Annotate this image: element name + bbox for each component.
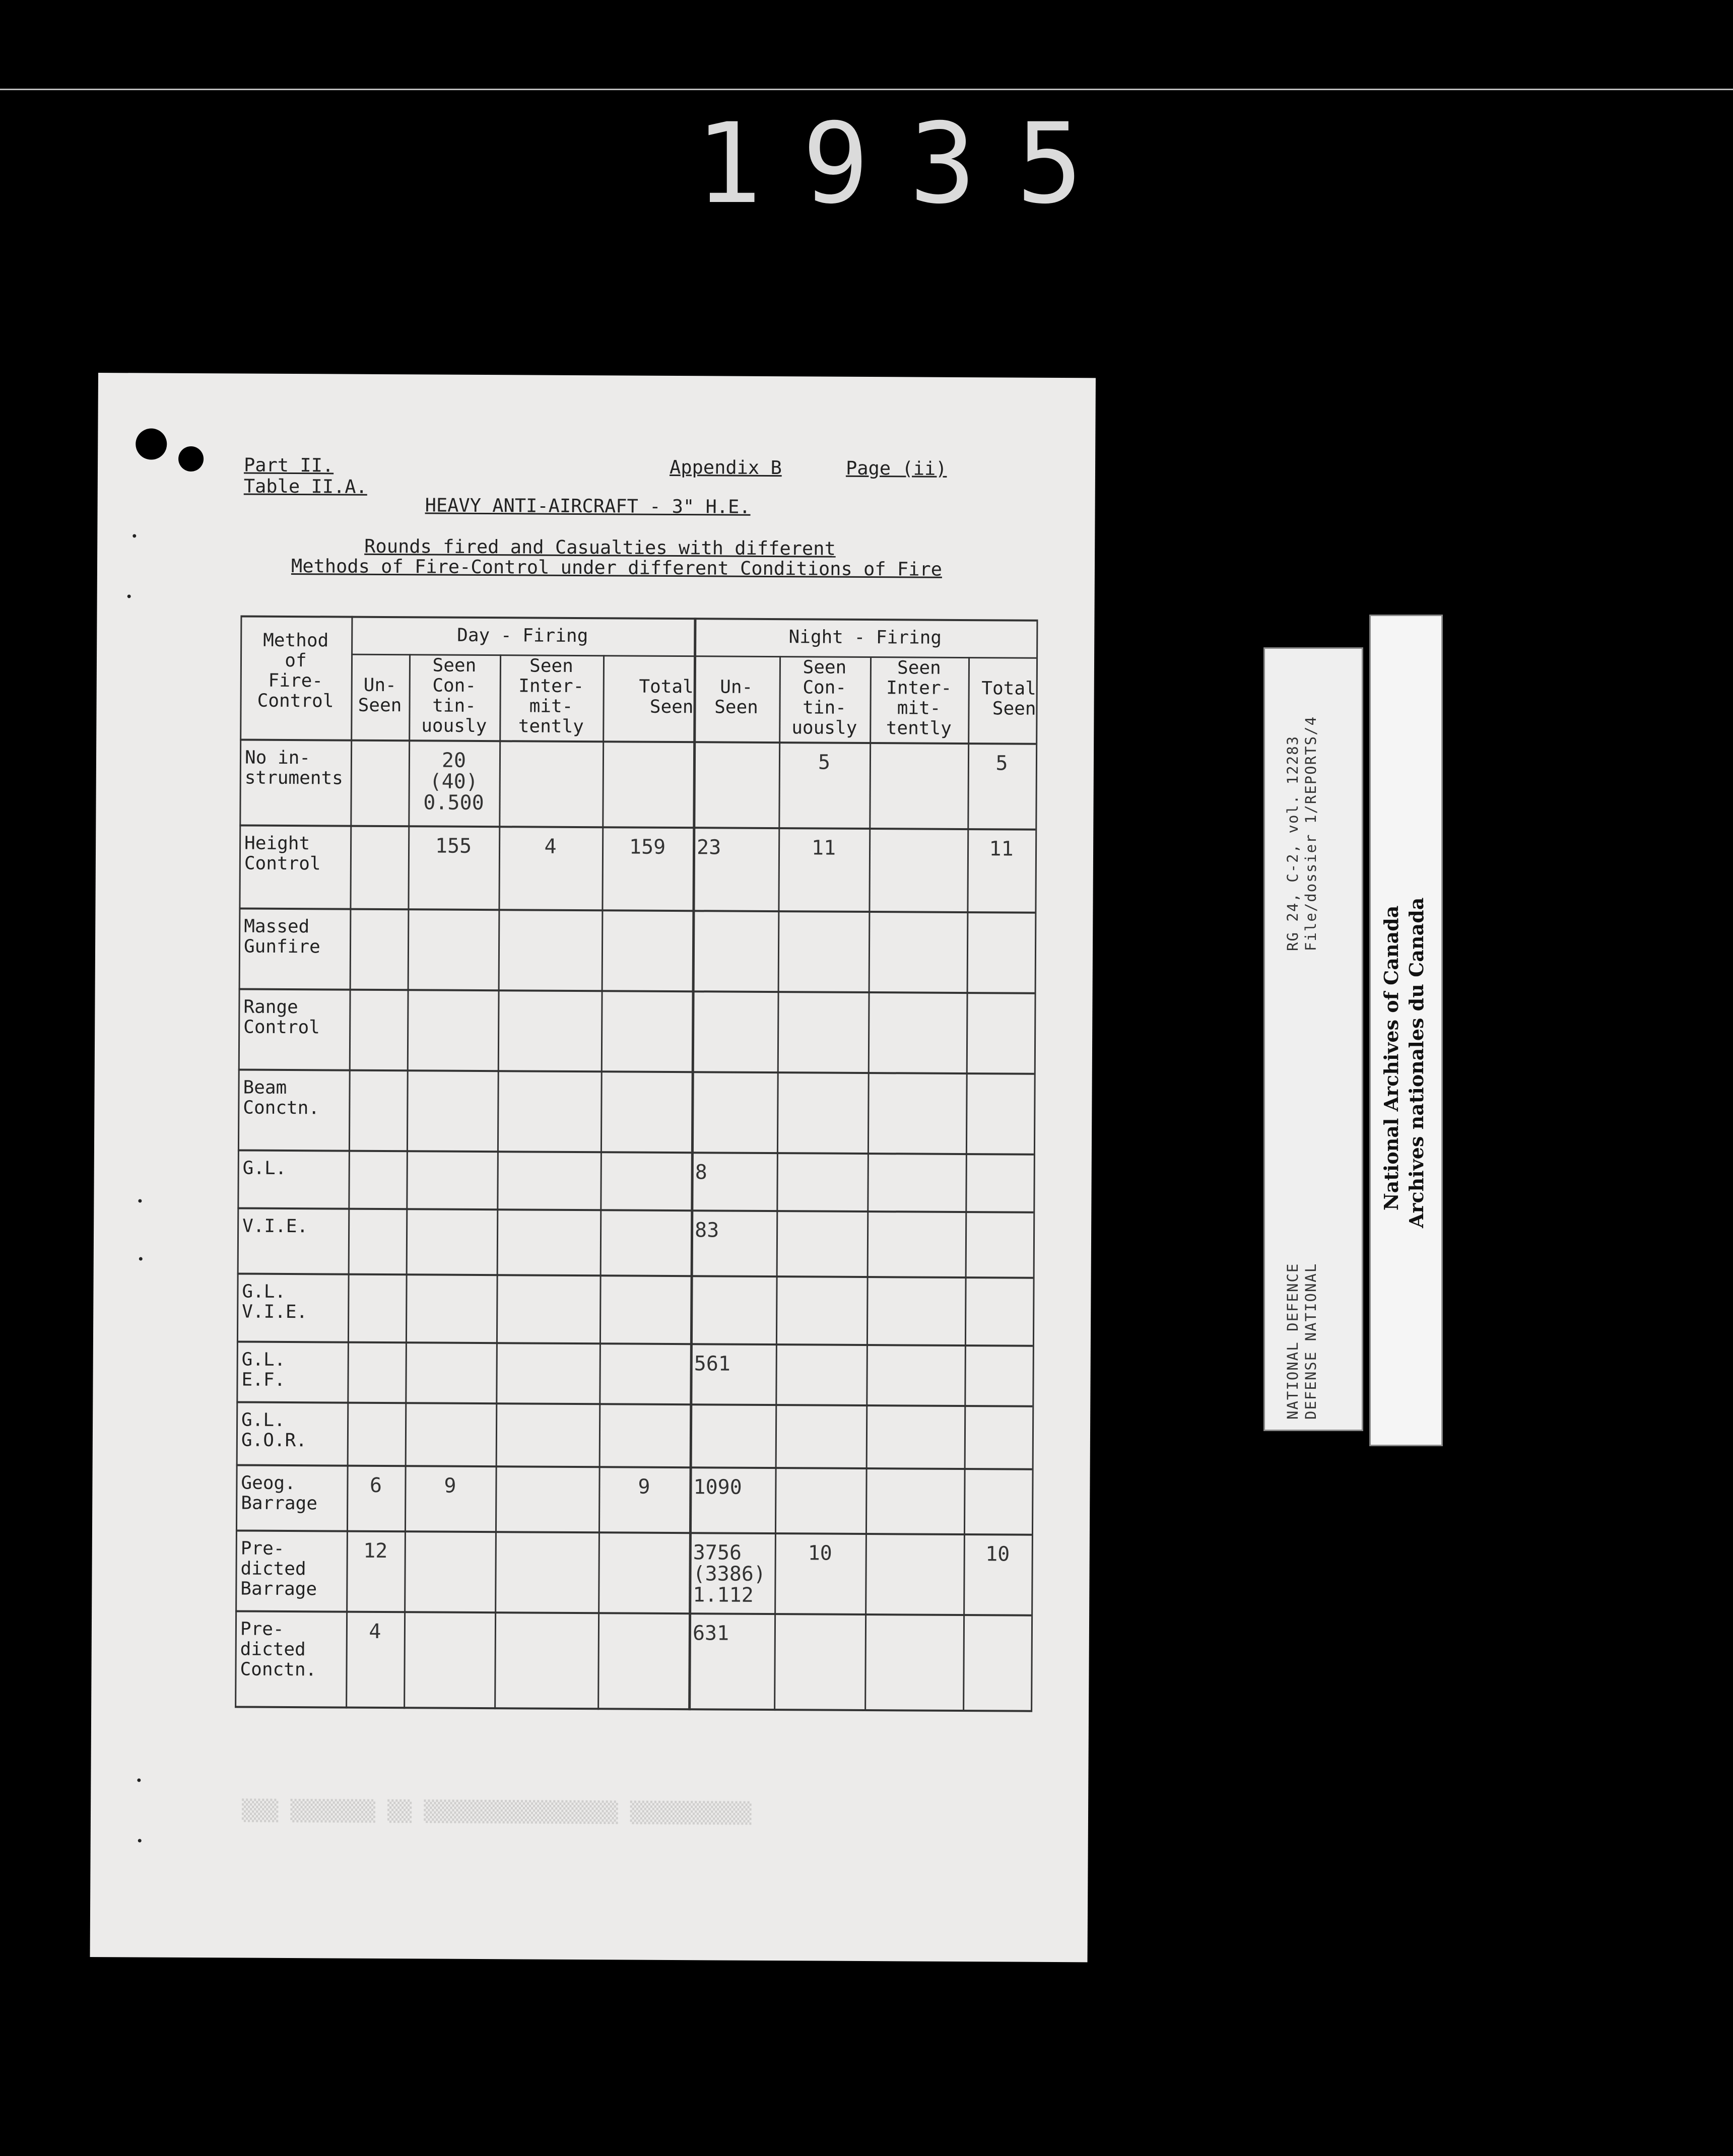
header-night-firing: Night - Firing [788,627,942,648]
archive-name-card [1369,615,1443,1446]
page-number: Page (ii) [845,457,947,480]
row-divider [238,1149,1034,1155]
table-border-top [240,615,1036,621]
row-method-label: Range Control [243,996,320,1038]
cell-day-seen-continuously: 155 [435,834,472,858]
row-divider [236,1401,1032,1407]
row-divider [235,1610,1031,1616]
film-edge-line [0,89,1733,90]
cell-night-unseen: 8 [695,1161,707,1184]
appendix-label: Appendix B [669,456,782,479]
subtitle-line-1: Rounds fired and Casualties with different [364,535,836,560]
row-method-label: G.L. G.O.R. [241,1409,307,1451]
table-reference: Table II.A. [243,475,367,498]
row-method-label: Geog. Barrage [241,1472,318,1514]
header-method: Method of Fire- Control [257,630,334,712]
cell-day-seen-continuously: 20 (40) 0.500 [423,749,484,815]
row-divider [236,1529,1032,1535]
column-divider [597,655,605,1710]
row-method-label: No in- struments [244,747,343,789]
row-method-label: G.L. E.F. [241,1349,286,1390]
part-label: Part II. [243,454,334,477]
cell-night-seen-continuously: 5 [818,751,831,774]
speck [132,534,136,537]
cell-night-unseen: 83 [694,1219,719,1242]
row-method-label: Pre- dicted Conctn. [240,1619,317,1680]
table-heading: HEAVY ANTI-AIRCRAFT - 3" H.E. [425,494,751,518]
column-divider [864,656,872,1711]
row-method-label: G.L. V.I.E. [242,1281,308,1323]
cell-day-unseen: 4 [369,1620,381,1643]
cell-night-total-seen: 5 [995,752,1008,775]
row-divider [239,907,1035,913]
header-bottom-rule [240,738,1036,745]
row-divider [235,1706,1031,1712]
bleed-through-text: ▒▒▒ ▒▒▒▒▒▒▒ ▒▒ ▒▒▒▒▒▒▒▒▒▒▒▒▒▒▒▒ ▒▒▒▒▒▒▒▒▒▒ [241,1799,752,1825]
punch-hole [178,446,204,471]
row-divider [239,988,1035,994]
row-divider [237,1207,1033,1213]
speck [137,1778,141,1782]
row-method-label: V.I.E. [242,1216,308,1237]
header-day-firing: Day - Firing [457,625,588,647]
cell-night-seen-continuously: 10 [808,1541,832,1565]
cell-day-total-seen: 9 [638,1475,650,1499]
archive-reference-2: File/dossier 1/REPORTS/4 [1302,715,1319,951]
header-night-unseen: Un- Seen [714,677,758,718]
subtitle-line-2: Methods of Fire-Control under different Conditions of Fire [291,555,943,580]
cell-day-unseen: 6 [369,1473,382,1497]
cell-night-unseen: 1090 [693,1475,742,1499]
header-day-seen-intermittently: Seen Inter- mit- tently [518,655,584,737]
cell-night-unseen: 631 [692,1622,729,1645]
cell-night-unseen: 3756 (3386) 1.112 [693,1541,766,1607]
cell-day-seen-intermittently: 4 [544,835,557,858]
speck [127,594,131,598]
row-method-label: Beam Conctn. [243,1077,320,1119]
casualties-table [235,615,1036,1707]
header-night-seen-intermittently: Seen Inter- mit- tently [886,657,952,739]
row-method-label: Massed Gunfire [243,916,320,958]
department-en: NATIONAL DEFENCE [1284,1262,1301,1420]
cell-day-seen-continuously: 9 [444,1474,456,1498]
header-day-seen-continuously: Seen Con- tin- uously [421,655,487,737]
header-night-seen-continuously: Seen Con- tin- uously [791,657,857,738]
column-divider [1031,620,1038,1712]
cell-night-unseen: 561 [694,1352,731,1376]
row-divider [236,1464,1032,1470]
document-page [90,373,1096,1962]
department-fr: DEFENSE NATIONAL [1302,1262,1319,1420]
speck [138,1839,142,1842]
film-frame-number: 1935 [695,99,1123,228]
archive-reference-1: RG 24, C-2, vol. 12283 [1284,735,1301,951]
cell-day-unseen: 12 [363,1539,388,1563]
header-day-total-seen: Total Seen [639,676,694,718]
row-divider [237,1340,1033,1346]
row-divider [237,1272,1033,1278]
cell-night-seen-continuously: 11 [811,836,836,860]
row-method-label: Pre- dicted Barrage [240,1538,317,1600]
cell-night-total-seen: 10 [985,1542,1010,1566]
row-divider [239,824,1035,830]
punch-hole [136,428,167,459]
cell-night-unseen: 23 [696,836,721,859]
archive-name-fr: Archives nationales du Canada [1405,897,1428,1228]
archive-reference-card [1263,647,1363,1431]
row-method-label: G.L. [242,1158,287,1179]
speck [139,1257,143,1260]
archive-name-en: National Archives of Canada [1380,905,1403,1210]
cell-night-total-seen: 11 [989,837,1014,861]
header-night-total-seen: Total Seen [981,678,1036,719]
header-day-unseen: Un- Seen [358,675,402,716]
speck [138,1199,142,1202]
cell-day-total-seen: 159 [629,835,666,859]
row-method-label: Height Control [244,833,321,874]
row-divider [238,1068,1034,1074]
